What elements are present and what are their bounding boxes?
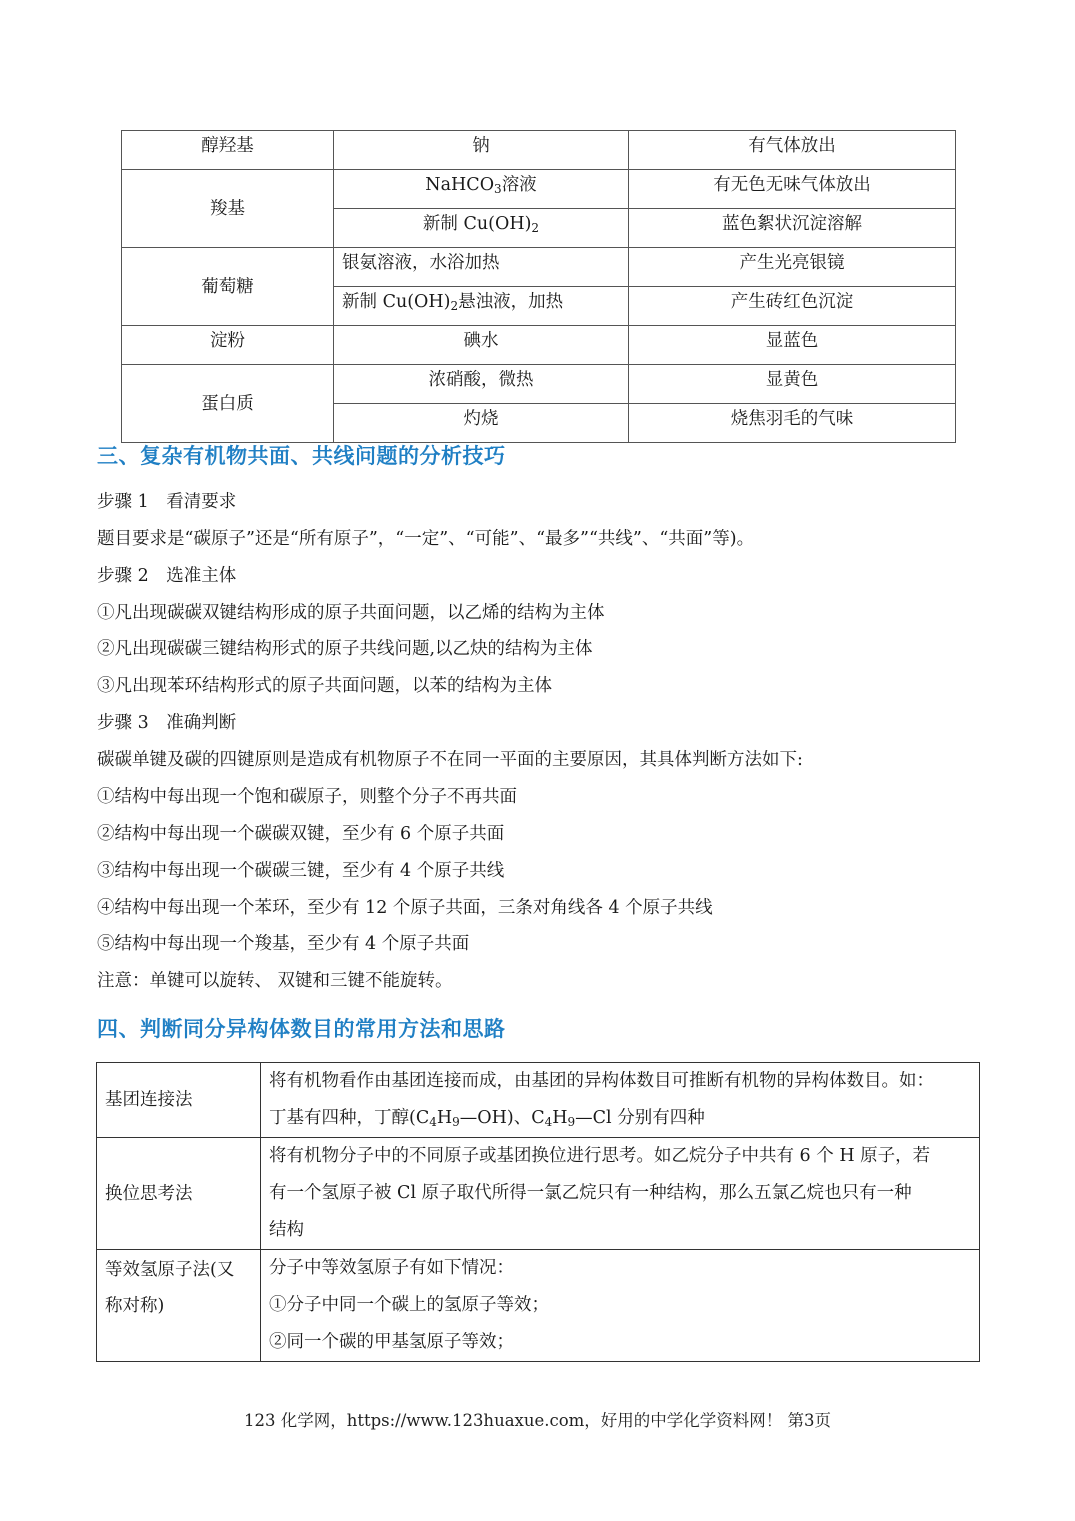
table-cell: 淀粉 xyxy=(122,326,334,365)
cell-line: 将有机物看作由基团连接而成，由基团的异构体数目可推断有机物的异构体数目。如： xyxy=(269,1071,934,1091)
table-cell: 羧基 xyxy=(122,170,334,248)
table-cell: 基团连接法 xyxy=(97,1063,261,1138)
table-cell: 浓硝酸，微热 xyxy=(334,365,629,404)
table-row xyxy=(122,170,956,209)
paragraph-line: ①结构中每出现一个饱和碳原子，则整个分子不再共面 xyxy=(97,787,517,807)
paragraph-line: 步骤 1 看清要求 xyxy=(97,492,237,512)
table-cell: 产生砖红色沉淀 xyxy=(629,287,956,326)
paragraph-line: 步骤 2 选准主体 xyxy=(97,566,237,586)
paragraph-line: ②凡出现碳碳三键结构形式的原子共线问题,以乙炔的结构为主体 xyxy=(97,639,593,659)
cell-line: 结构 xyxy=(269,1220,304,1240)
table-row xyxy=(122,131,956,170)
paragraph-line: 碳碳单键及碳的四键原则是造成有机物原子不在同一平面的主要原因，其具体判断方法如下: xyxy=(97,750,803,770)
table-row xyxy=(122,326,956,365)
cell-line: ②同一个碳的甲基氢原子等效； xyxy=(269,1332,514,1352)
paragraph-line: ④结构中每出现一个苯环，至少有 12 个原子共面，三条对角线各 4 个原子共线 xyxy=(97,898,713,918)
paragraph-line: 注意：单键可以旋转、 双键和三键不能旋转。 xyxy=(97,971,453,991)
table-cell: 碘水 xyxy=(334,326,629,365)
table-cell: 蛋白质 xyxy=(122,365,334,443)
table-cell: 有无色无味气体放出 xyxy=(629,170,956,209)
paragraph-line: 题目要求是“碳原子”还是“所有原子”，“一定”、“可能”、“最多”“共线”、“共面”等)。 xyxy=(97,529,755,549)
cell-line: 将有机物分子中的不同原子或基团换位进行思考。如乙烷分子中共有 6 个 H 原子，若 xyxy=(269,1146,931,1166)
isomer-method-table xyxy=(96,1062,980,1362)
table-cell xyxy=(97,1250,261,1362)
table-cell: 灼烧 xyxy=(334,404,629,443)
cell-line: 等效氢原子法(又 xyxy=(105,1260,235,1280)
paragraph-line: ①凡出现碳碳双键结构形成的原子共面问题，以乙烯的结构为主体 xyxy=(97,603,605,623)
table-cell: 显蓝色 xyxy=(629,326,956,365)
table-row xyxy=(97,1250,980,1362)
table-cell: 换位思考法 xyxy=(97,1138,261,1250)
paragraph-line: ⑤结构中每出现一个羧基，至少有 4 个原子共面 xyxy=(97,934,470,954)
table-row xyxy=(97,1063,980,1138)
table-cell: 显黄色 xyxy=(629,365,956,404)
table-cell xyxy=(261,1063,980,1138)
table-row xyxy=(97,1138,980,1250)
paragraph-line: ③凡出现苯环结构形式的原子共面问题，以苯的结构为主体 xyxy=(97,676,552,696)
table-cell: 有气体放出 xyxy=(629,131,956,170)
cell-line: 丁基有四种，丁醇$(C_4H_9—OH)$、$C_4H_9—Cl$ 分别有四种 xyxy=(269,1108,705,1129)
table-row xyxy=(122,248,956,287)
table-row xyxy=(122,365,956,404)
table-cell: NaHCO$_3$溶液 xyxy=(334,170,629,209)
cell-line: 分子中等效氢原子有如下情况： xyxy=(269,1258,514,1278)
functional-group-test-table xyxy=(121,130,956,443)
cell-line: 有一个氢原子被 Cl 原子取代所得一氯乙烷只有一种结构，那么五氯乙烷也只有一种 xyxy=(269,1183,912,1203)
table-cell: 钠 xyxy=(334,131,629,170)
table-cell: 葡萄糖 xyxy=(122,248,334,326)
paragraph-line: ③结构中每出现一个碳碳三键，至少有 4 个原子共线 xyxy=(97,861,505,881)
table-cell xyxy=(261,1250,980,1362)
paragraph-line: 步骤 3 准确判断 xyxy=(97,713,237,733)
table-cell: 新制 $Cu(OH)_2$ xyxy=(334,209,629,248)
table-cell: 新制 $Cu(OH)_2$悬浊液，加热 xyxy=(334,287,629,326)
table-cell: 银氨溶液，水浴加热 xyxy=(334,248,629,287)
page-footer: 123 化学网，https://www.123huaxue.com，好用的中学化学资料网！ 第3页 xyxy=(243,1411,832,1430)
table-cell: 蓝色絮状沉淀溶解 xyxy=(629,209,956,248)
paragraph-line: ②结构中每出现一个碳碳双键，至少有 6 个原子共面 xyxy=(97,824,505,844)
section-heading: 四、判断同分异构体数目的常用方法和思路 xyxy=(97,1017,506,1041)
cell-line: ①分子中同一个碳上的氢原子等效； xyxy=(269,1295,549,1315)
table-cell xyxy=(261,1138,980,1250)
section-heading: 三、复杂有机物共面、共线问题的分析技巧 xyxy=(97,444,506,468)
table-cell: 醇羟基 xyxy=(122,131,334,170)
table-cell: 产生光亮银镜 xyxy=(629,248,956,287)
cell-line: 称对称) xyxy=(105,1296,165,1316)
table-cell: 烧焦羽毛的气味 xyxy=(629,404,956,443)
